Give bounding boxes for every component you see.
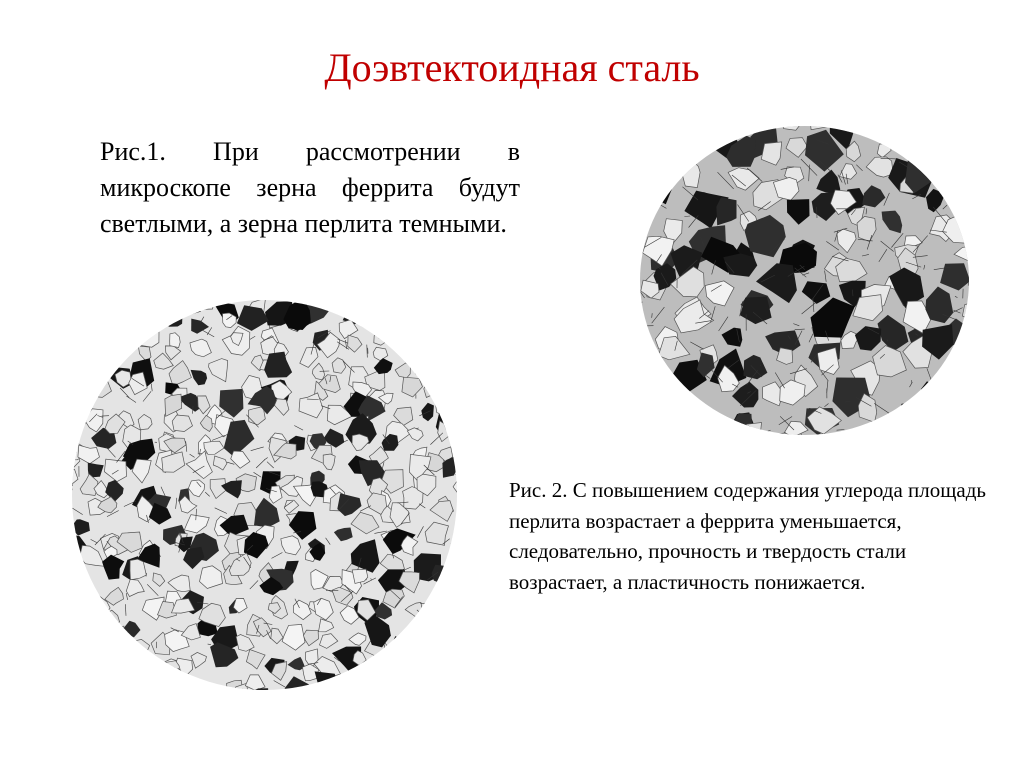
grain-boundary	[407, 667, 417, 675]
pearlite-grain	[674, 404, 706, 436]
pearlite-grain	[664, 408, 696, 436]
pearlite-grain	[866, 125, 885, 134]
pearlite-grain	[922, 393, 949, 421]
ferrite-grain	[80, 364, 97, 379]
grain-boundary	[145, 671, 154, 677]
ferrite-grain	[71, 477, 72, 490]
ferrite-grain	[739, 125, 764, 128]
slide-title: Доэвтектоидная сталь	[324, 45, 700, 90]
ferrite-grain	[185, 680, 203, 691]
ferrite-grain	[681, 428, 712, 436]
grain-boundary	[135, 308, 148, 317]
grain-boundary	[698, 137, 711, 143]
pearlite-grain	[411, 627, 428, 645]
ferrite-grain	[639, 392, 650, 428]
ferrite-grain	[745, 423, 761, 437]
pearlite-grain	[315, 671, 338, 691]
ferrite-grain	[858, 428, 880, 436]
grain-boundary	[389, 315, 397, 317]
grain-boundary	[953, 209, 961, 214]
ferrite-grain	[71, 559, 82, 578]
pearlite-grain	[165, 311, 182, 326]
grain-boundary	[449, 299, 450, 302]
micrograph-fig2	[639, 125, 970, 436]
pearlite-grain	[914, 406, 939, 434]
ferrite-grain	[951, 132, 970, 152]
caption-fig1: Рис.1. При рассмотрении в микроскопе зерна феррита будут светлыми, а зерна перлита темными.	[100, 137, 520, 238]
ferrite-grain	[942, 168, 961, 182]
pearlite-grain	[441, 639, 458, 660]
ferrite-grain	[71, 364, 81, 378]
ferrite-grain	[71, 413, 79, 432]
ferrite-grain	[76, 622, 99, 639]
ferrite-grain	[96, 299, 121, 307]
ferrite-grain	[328, 683, 349, 691]
pearlite-grain	[655, 432, 684, 436]
grain-boundary	[639, 160, 641, 172]
ferrite-grain	[639, 342, 647, 376]
ferrite-grain	[77, 337, 94, 356]
grain-boundary	[686, 135, 688, 147]
grain-boundary	[452, 345, 458, 352]
grain-boundary	[931, 396, 934, 409]
ferrite-grain	[117, 332, 135, 349]
pearlite-grain	[389, 681, 420, 691]
pearlite-grain	[961, 378, 971, 400]
grain-boundary	[71, 371, 79, 380]
ferrite-grain	[71, 642, 75, 659]
micrograph-fig1	[71, 299, 458, 691]
ferrite-grain	[159, 299, 171, 306]
grain-boundary	[348, 679, 356, 685]
grain-boundary	[412, 354, 415, 363]
grain-boundary	[418, 683, 420, 686]
ferrite-grain	[91, 612, 115, 634]
ferrite-grain	[457, 563, 458, 581]
ferrite-grain	[454, 676, 458, 691]
pearlite-grain	[393, 312, 415, 331]
ferrite-grain	[437, 623, 450, 641]
pearlite-grain	[409, 642, 436, 675]
grain-boundary	[121, 348, 133, 350]
pearlite-grain	[71, 554, 80, 576]
grain-boundary	[914, 146, 928, 148]
pearlite-grain	[439, 338, 458, 354]
ferrite-grain	[442, 385, 458, 407]
ferrite-grain	[115, 348, 127, 359]
pearlite-grain	[639, 125, 663, 157]
ferrite-grain	[315, 299, 329, 305]
grain-boundary	[114, 677, 123, 685]
ferrite-grain	[71, 646, 72, 659]
grain-boundary	[914, 130, 929, 138]
pearlite-grain	[211, 690, 240, 691]
grain-boundary	[674, 135, 683, 140]
pearlite-grain	[430, 299, 447, 305]
ferrite-grain	[438, 421, 453, 442]
ferrite-grain	[645, 159, 671, 183]
grain-boundary	[121, 304, 124, 306]
pearlite-grain	[726, 136, 756, 167]
ferrite-grain	[71, 312, 74, 335]
grain-boundary	[434, 345, 435, 354]
ferrite-grain	[448, 673, 458, 691]
grain-boundary	[422, 321, 427, 331]
ferrite-grain	[379, 299, 404, 315]
grain-boundary	[449, 636, 456, 644]
ferrite-grain	[917, 125, 952, 143]
pearlite-grain	[695, 125, 725, 149]
pearlite-grain	[366, 299, 383, 310]
ferrite-grain	[415, 362, 435, 380]
grain-boundary	[440, 637, 447, 646]
ferrite-grain	[409, 299, 426, 307]
grain-boundary	[442, 576, 449, 587]
pearlite-grain	[143, 678, 165, 691]
pearlite-grain	[144, 299, 164, 302]
ferrite-grain	[453, 299, 458, 308]
grain-boundary	[650, 430, 656, 433]
grain-boundary	[875, 125, 878, 132]
grain-boundary	[921, 126, 938, 133]
pearlite-grain	[668, 420, 690, 436]
grain-boundary	[72, 390, 79, 400]
ferrite-grain	[923, 125, 954, 150]
grain-boundary	[348, 300, 354, 312]
ferrite-grain	[103, 661, 124, 681]
ferrite-grain	[446, 553, 458, 579]
grain-boundary	[193, 306, 204, 311]
ferrite-grain	[642, 369, 659, 386]
pearlite-grain	[408, 341, 431, 362]
grain-boundary	[639, 362, 643, 374]
pearlite-grain	[303, 299, 325, 301]
ferrite-grain	[639, 189, 652, 221]
grain-boundary	[963, 197, 970, 209]
grain-boundary	[675, 388, 683, 397]
pearlite-grain	[431, 320, 458, 349]
ferrite-grain	[948, 426, 970, 436]
ferrite-grain	[384, 670, 399, 683]
grain-boundary	[928, 380, 936, 395]
grain-boundary	[730, 424, 745, 432]
ferrite-grain	[76, 372, 94, 391]
ferrite-grain	[947, 401, 970, 425]
pearlite-grain	[940, 432, 960, 436]
ferrite-grain	[74, 613, 87, 630]
ferrite-grain	[374, 330, 389, 345]
grain-boundary	[122, 683, 124, 685]
ferrite-grain	[71, 366, 79, 390]
ferrite-grain	[71, 588, 77, 602]
grain-boundary	[951, 409, 962, 423]
pearlite-grain	[361, 313, 375, 329]
ferrite-grain	[639, 186, 647, 205]
pearlite-grain	[667, 125, 689, 131]
grain-boundary	[705, 125, 706, 131]
pearlite-grain	[356, 673, 373, 690]
pearlite-grain	[639, 148, 666, 176]
ferrite-grain	[83, 340, 101, 353]
pearlite-grain	[962, 326, 970, 362]
ferrite-grain	[109, 626, 124, 646]
pearlite-grain	[71, 657, 94, 686]
grain-boundary	[911, 153, 912, 164]
grain-boundary	[933, 415, 943, 427]
ferrite-grain	[71, 299, 81, 308]
ferrite-grain	[403, 690, 425, 691]
grain-boundary	[675, 391, 690, 403]
ferrite-grain	[639, 127, 643, 162]
caption-fig2: Рис. 2. С повышением содержания углерода площадь перлита возрастает а феррита уменьшается, следовательно, прочность и твердость стали возрастает, а пластичность понижается.	[509, 478, 986, 594]
ferrite-grain	[453, 311, 458, 324]
micrograph-fig1-image	[71, 299, 458, 691]
pearlite-grain	[101, 329, 122, 353]
grain-boundary	[394, 334, 402, 336]
grain-boundary	[155, 665, 165, 669]
ferrite-grain	[423, 675, 435, 689]
ferrite-grain	[893, 434, 912, 436]
ferrite-grain	[71, 587, 72, 597]
grain-boundary	[430, 618, 441, 625]
grain-boundary	[665, 435, 677, 436]
grain-boundary	[96, 598, 101, 609]
ferrite-grain	[181, 299, 196, 303]
ferrite-grain	[84, 675, 104, 688]
grain-boundary	[453, 430, 458, 442]
ferrite-grain	[433, 337, 453, 354]
ferrite-grain	[155, 299, 173, 301]
grain-boundary	[73, 548, 76, 553]
ferrite-grain	[137, 299, 161, 306]
ferrite-grain	[424, 381, 440, 398]
ferrite-grain	[124, 639, 149, 662]
grain-boundary	[318, 301, 321, 302]
ferrite-grain	[639, 407, 644, 430]
pearlite-grain	[928, 129, 953, 165]
ferrite-grain	[99, 686, 115, 691]
grain-boundary	[162, 684, 169, 690]
pearlite-grain	[964, 127, 970, 166]
ferrite-grain	[82, 623, 100, 646]
ferrite-grain	[194, 299, 215, 310]
ferrite-grain	[122, 656, 143, 675]
grain-boundary	[351, 308, 363, 318]
pearlite-grain	[400, 655, 424, 675]
ferrite-grain	[320, 684, 341, 691]
pearlite-grain	[110, 299, 136, 307]
pearlite-grain	[151, 665, 173, 691]
pearlite-grain	[71, 341, 75, 369]
ferrite-grain	[440, 599, 451, 611]
pearlite-grain	[447, 599, 458, 621]
ferrite-grain	[71, 429, 77, 452]
pearlite-grain	[365, 685, 387, 691]
ferrite-grain	[455, 594, 458, 609]
pearlite-grain	[939, 128, 970, 163]
micrograph-fig2-image	[639, 125, 970, 436]
ferrite-grain	[74, 325, 92, 341]
grain-boundary	[941, 164, 953, 170]
ferrite-grain	[71, 411, 73, 436]
pearlite-grain	[921, 385, 936, 409]
ferrite-grain	[350, 677, 373, 691]
pearlite-grain	[639, 133, 643, 160]
pearlite-grain	[951, 343, 970, 363]
grain-boundary	[761, 430, 771, 434]
ferrite-grain	[206, 299, 221, 300]
pearlite-grain	[429, 635, 446, 648]
grain-boundary	[676, 416, 686, 429]
pearlite-grain	[71, 677, 95, 691]
grain-boundary	[953, 125, 964, 135]
pearlite-grain	[372, 299, 399, 306]
pearlite-grain	[177, 299, 201, 315]
ferrite-grain	[392, 308, 414, 330]
ferrite-grain	[137, 666, 160, 689]
grain-boundary	[157, 674, 167, 684]
ferrite-grain	[455, 299, 458, 316]
ferrite-grain	[102, 657, 126, 680]
grain-boundary	[677, 154, 683, 160]
pearlite-grain	[639, 350, 655, 368]
ferrite-grain	[428, 604, 442, 619]
pearlite-grain	[450, 653, 458, 680]
ferrite-grain	[83, 317, 102, 332]
pearlite-grain	[71, 669, 77, 686]
pearlite-grain	[412, 618, 426, 636]
ferrite-grain	[964, 181, 970, 209]
ferrite-grain	[114, 645, 129, 658]
pearlite-grain	[443, 352, 458, 377]
pearlite-grain	[90, 299, 120, 311]
grain-boundary	[359, 307, 367, 309]
grain-boundary	[673, 402, 678, 409]
